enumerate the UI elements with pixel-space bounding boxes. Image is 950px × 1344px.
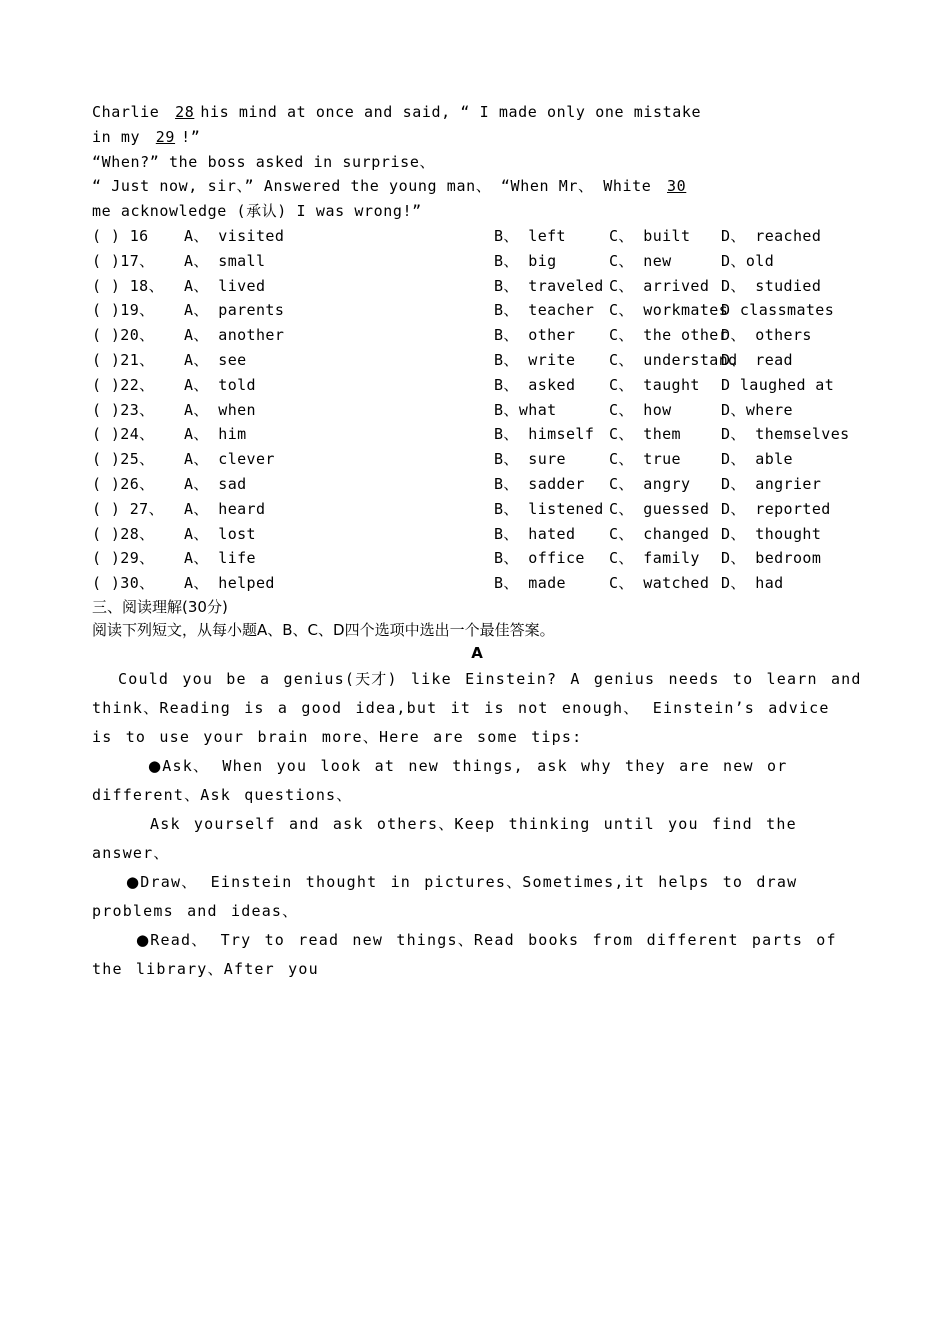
option-a: A、 when bbox=[184, 400, 256, 419]
option-c: C、 how bbox=[609, 400, 672, 419]
question-number: ( )19、 bbox=[92, 301, 155, 320]
question-row bbox=[92, 422, 862, 447]
story-line-3: “When?” the boss asked in surprise、 bbox=[92, 152, 436, 171]
option-b: B、 listened bbox=[494, 499, 604, 518]
question-row bbox=[92, 398, 862, 423]
question-number: ( )24、 bbox=[92, 425, 155, 444]
option-d: D、where bbox=[721, 400, 793, 419]
option-b: B、 office bbox=[494, 549, 585, 568]
question-row bbox=[92, 249, 862, 274]
option-b: B、 hated bbox=[494, 524, 576, 543]
option-c: C、 guessed bbox=[609, 499, 710, 518]
option-d: D、 thought bbox=[721, 524, 822, 543]
story-text: Charlie bbox=[92, 103, 160, 121]
option-a: A、 lived bbox=[184, 276, 266, 295]
option-d: D、 themselves bbox=[721, 425, 850, 444]
option-b: B、 teacher bbox=[494, 301, 595, 320]
document-page bbox=[92, 100, 862, 984]
question-row bbox=[92, 274, 862, 299]
bullet-icon: ● bbox=[136, 930, 151, 949]
story-line-4 bbox=[92, 174, 862, 199]
blank-30: 30 bbox=[667, 177, 687, 196]
option-a: A、 heard bbox=[184, 499, 266, 518]
option-a: A、 him bbox=[184, 425, 247, 444]
option-a: A、 helped bbox=[184, 574, 275, 593]
option-a: A、 small bbox=[184, 251, 266, 270]
question-number: ( )29、 bbox=[92, 549, 155, 568]
blank-28: 28 bbox=[175, 103, 195, 121]
option-a: A、 visited bbox=[184, 226, 285, 245]
question-row bbox=[92, 298, 862, 323]
option-c: C、 family bbox=[609, 549, 700, 568]
option-c: C、 true bbox=[609, 450, 681, 469]
option-d: D、 able bbox=[721, 450, 793, 469]
tip-text: Ask、 When you look at new things, ask why they are new or different、Ask questions、 bbox=[92, 756, 788, 804]
question-row bbox=[92, 571, 862, 596]
option-b: B、 big bbox=[494, 251, 557, 270]
option-b: B、 asked bbox=[494, 375, 576, 394]
question-number: ( )17、 bbox=[92, 251, 155, 270]
option-a: A、 told bbox=[184, 375, 256, 394]
question-row bbox=[92, 348, 862, 373]
option-b: B、 traveled bbox=[494, 276, 604, 295]
blank-29: 29 bbox=[155, 127, 176, 146]
story-line-1 bbox=[92, 100, 862, 125]
option-b: B、 sadder bbox=[494, 474, 585, 493]
question-number: ( )20、 bbox=[92, 326, 155, 345]
option-d: D、 reported bbox=[721, 499, 831, 518]
option-d: D、 read bbox=[721, 350, 793, 369]
option-c: C、 arrived bbox=[609, 276, 710, 295]
option-b: B、 sure bbox=[494, 450, 566, 469]
option-b: B、 made bbox=[494, 574, 566, 593]
tip-draw bbox=[92, 868, 862, 926]
tip-text: Draw、 Einstein thought in pictures、Sometimes,it helps to draw problems and ideas、 bbox=[92, 872, 798, 920]
question-number: ( ) 18、 bbox=[92, 276, 164, 295]
tip-ask-continued: Ask yourself and ask others、Keep thinking until you find the answer、 bbox=[92, 814, 797, 862]
tip-read bbox=[92, 926, 862, 984]
option-d: D laughed at bbox=[721, 375, 835, 394]
question-number: ( ) 16 bbox=[92, 226, 149, 245]
option-d: D、 others bbox=[721, 326, 812, 345]
option-c: C、 changed bbox=[609, 524, 710, 543]
option-b: B、 write bbox=[494, 350, 576, 369]
question-number: ( )22、 bbox=[92, 375, 155, 394]
option-c: C、 the other bbox=[609, 326, 729, 345]
option-d: D classmates bbox=[721, 301, 835, 320]
option-a: A、 parents bbox=[184, 301, 285, 320]
option-a: A、 see bbox=[184, 350, 247, 369]
question-number: ( )30、 bbox=[92, 574, 155, 593]
option-d: D、old bbox=[721, 251, 775, 270]
option-a: A、 life bbox=[184, 549, 256, 568]
question-row bbox=[92, 323, 862, 348]
story-text: his mind at once and said, “ I made only one mistake bbox=[200, 103, 702, 121]
story-line-5: me acknowledge (承认) I was wrong!” bbox=[92, 202, 422, 221]
question-number: ( )25、 bbox=[92, 450, 155, 469]
story-text: “ Just now, sir、” Answered the young man、 “When Mr、 White bbox=[92, 177, 652, 196]
option-a: A、 clever bbox=[184, 450, 275, 469]
option-a: A、 another bbox=[184, 326, 285, 345]
option-b: B、 himself bbox=[494, 425, 595, 444]
option-c: C、 workmates bbox=[609, 301, 729, 320]
question-number: ( ) 27、 bbox=[92, 499, 164, 518]
question-number: ( )28、 bbox=[92, 524, 155, 543]
bullet-icon: ● bbox=[148, 756, 163, 775]
section-title: 三、阅读理解(30分) bbox=[92, 597, 228, 616]
option-a: A、 lost bbox=[184, 524, 256, 543]
option-c: C、 taught bbox=[609, 375, 700, 394]
option-c: C、 new bbox=[609, 251, 672, 270]
option-c: C、 built bbox=[609, 226, 691, 245]
option-c: C、 understand bbox=[609, 350, 738, 369]
question-number: ( )23、 bbox=[92, 400, 155, 419]
option-b: B、what bbox=[494, 400, 557, 419]
option-d: D、 had bbox=[721, 574, 784, 593]
option-d: D、 reached bbox=[721, 226, 822, 245]
question-row bbox=[92, 546, 862, 571]
option-c: C、 them bbox=[609, 425, 681, 444]
tip-ask bbox=[92, 752, 862, 810]
question-row bbox=[92, 373, 862, 398]
option-a: A、 sad bbox=[184, 474, 247, 493]
question-row bbox=[92, 472, 862, 497]
option-d: D、 angrier bbox=[721, 474, 822, 493]
question-row bbox=[92, 522, 862, 547]
passage-label: A bbox=[471, 643, 483, 662]
story-line-2 bbox=[92, 125, 862, 150]
tip-text: Read、 Try to read new things、Read books from different parts of the library、After you bbox=[92, 930, 837, 978]
question-number: ( )26、 bbox=[92, 474, 155, 493]
story-text: in my bbox=[92, 127, 141, 146]
question-list bbox=[92, 224, 862, 596]
section-instruction: 阅读下列短文，从每小题A、B、C、D四个选项中选出一个最佳答案。 bbox=[92, 620, 555, 639]
option-d: D、 studied bbox=[721, 276, 822, 295]
question-row bbox=[92, 447, 862, 472]
question-number: ( )21、 bbox=[92, 350, 155, 369]
story-text: !” bbox=[181, 127, 201, 146]
option-b: B、 other bbox=[494, 326, 576, 345]
option-c: C、 angry bbox=[609, 474, 691, 493]
option-b: B、 left bbox=[494, 226, 566, 245]
question-row bbox=[92, 497, 862, 522]
option-c: C、 watched bbox=[609, 574, 710, 593]
bullet-icon: ● bbox=[126, 872, 141, 891]
question-row bbox=[92, 224, 862, 249]
option-d: D、 bedroom bbox=[721, 549, 822, 568]
passage-paragraph: Could you be a genius(天才) like Einstein? A genius needs to learn and think、Reading is a good idea,but it is not enough、 Einstein’s advice is to use your brain more、Here are some tips: bbox=[92, 669, 862, 746]
